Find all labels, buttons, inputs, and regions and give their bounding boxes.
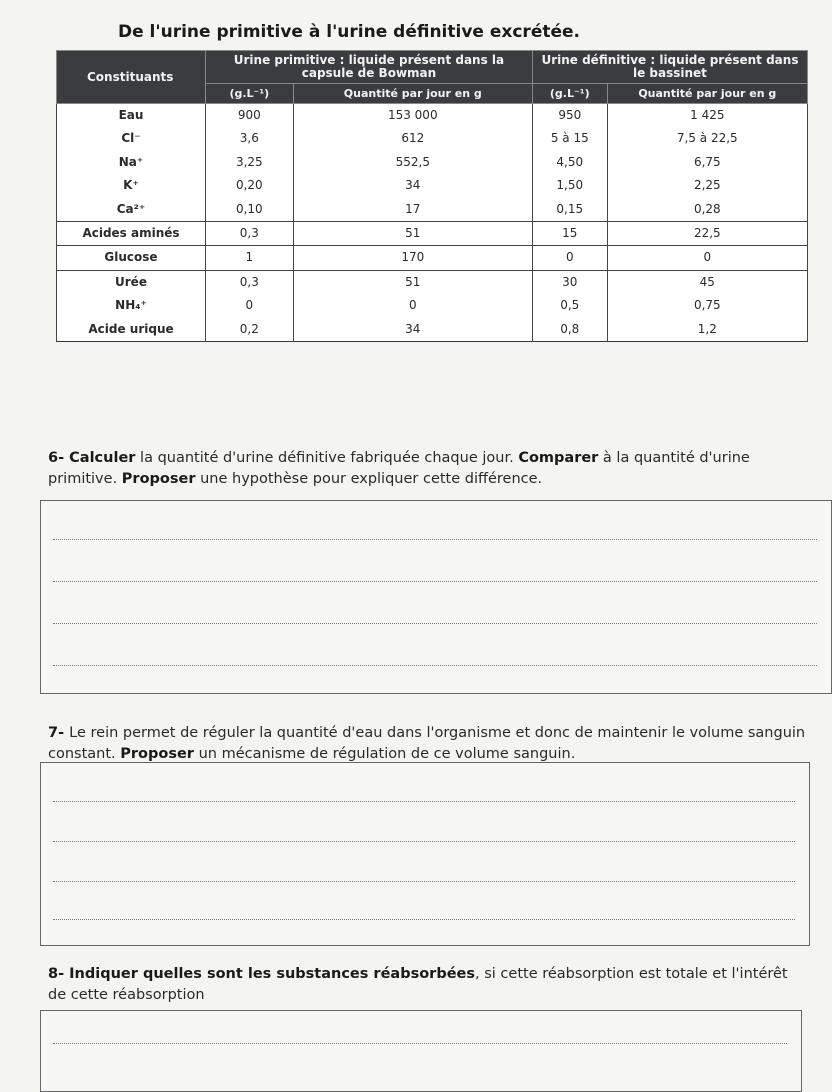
constituent-cell [57,222,206,246]
question-text: une hypothèse pour expliquer cette différence. [195,471,543,487]
cell-value: 3,25 [235,154,263,169]
value-cell [206,222,294,246]
constituent-name: Acide urique [88,321,174,336]
question-8 [48,964,788,1006]
value-cell [532,104,607,222]
cell-value: 0,28 [693,201,721,216]
question-number: 7- [48,725,70,741]
urine-table [56,50,808,342]
cell-value: 552,5 [395,154,430,169]
cell-value: 0,20 [235,178,263,193]
value-cell [532,222,607,246]
value-cell [607,104,807,222]
cell-value: 45 [699,274,715,289]
cell-value: 7,5 à 22,5 [676,131,738,146]
cell-value: 6,75 [693,154,721,169]
constituent-name: Glucose [104,250,158,265]
constituent-name: NH₄⁺ [115,298,147,313]
page-title: De l'urine primitive à l'urine définitive excrétée. [118,22,580,42]
cell-value: 1 [245,250,254,265]
cell-value: 30 [562,274,578,289]
cell-value: 153 000 [387,108,438,122]
cell-value: 3,6 [239,131,259,146]
question-text: Le rein permet de réguler la quantité d'eau dans l'organisme et donc de maintenir le volume sanguin constant. [48,725,806,762]
table-row [57,104,808,222]
cell-value: 17 [405,201,421,216]
cell-value: 900 [237,108,261,122]
value-cell [607,270,807,341]
cell-value: 34 [405,178,421,193]
value-cell [206,270,294,341]
question-text: un mécanisme de régulation de ce volume sanguin. [193,746,576,762]
table-row [57,270,808,341]
cell-value: 950 [558,108,582,122]
constituent-name: Eau [118,108,144,122]
question-text: la quantité d'urine définitive fabriquée chaque jour. [135,450,519,466]
cell-value: 0 [245,298,254,313]
cell-value: 0,2 [239,321,259,336]
constituent-name: K⁺ [123,178,139,193]
cell-value: 1 425 [690,108,725,122]
value-cell [293,270,532,341]
answer-box-6[interactable] [40,500,832,694]
question-text: Proposer [120,746,194,762]
header-def-conc: (g.L⁻¹) [532,84,607,104]
question-number: 8- [48,966,70,982]
cell-value: 2,25 [693,178,721,193]
table-row [57,246,808,270]
value-cell [532,246,607,270]
cell-value: 612 [401,131,425,146]
cell-value: 0 [565,250,574,265]
cell-value: 51 [405,226,421,241]
answer-box-7[interactable] [40,762,810,946]
value-cell [293,222,532,246]
constituent-name: Urée [115,274,147,289]
question-number: 6- [48,450,70,466]
value-cell [206,104,294,222]
cell-value: 22,5 [693,226,721,241]
cell-value: 5 à 15 [550,131,589,146]
value-cell [293,246,532,270]
cell-value: 0 [408,298,417,313]
answer-box-8[interactable] [40,1010,802,1092]
cell-value: 170 [401,250,425,265]
question-text: Calculer [69,450,136,466]
constituent-cell [57,246,206,270]
cell-value: 4,50 [556,154,584,169]
question-text: Comparer [518,450,599,466]
question-text: , si cette réabsorption est totale et l'intérêt de cette réabsorption [48,966,788,1003]
table-row [57,222,808,246]
cell-value: 34 [405,321,421,336]
cell-value: 0,5 [560,298,580,313]
question-text: à la quantité d'urine primitive. [48,450,750,487]
constituent-name: Na⁺ [118,154,144,169]
cell-value: 0 [703,250,712,265]
question-text: Proposer [121,471,196,487]
header-urine-definitive: Urine définitive : liquide présent dans le bassinet [532,51,807,84]
header-urine-primitive: Urine primitive : liquide présent dans la capsule de Bowman [206,51,533,84]
value-cell [206,246,294,270]
value-cell [607,222,807,246]
constituent-name: Ca²⁺ [116,201,146,216]
question-7 [48,723,808,765]
question-6 [48,448,788,490]
cell-value: 0,8 [560,321,580,336]
cell-value: 51 [405,274,421,289]
header-prim-conc: (g.L⁻¹) [206,84,294,104]
header-prim-qty: Quantité par jour en g [293,84,532,104]
constituent-cell [57,104,206,222]
cell-value: 0,15 [556,201,584,216]
cell-value: 1,2 [697,321,717,336]
constituent-cell [57,270,206,341]
value-cell [607,246,807,270]
cell-value: 1,50 [556,178,584,193]
cell-value: 15 [562,226,578,241]
cell-value: 0,3 [239,274,259,289]
constituent-name: Cl⁻ [121,131,141,146]
header-constituants: Constituants [57,51,206,104]
header-def-qty: Quantité par jour en g [607,84,807,104]
value-cell [532,270,607,341]
question-text: Indiquer quelles sont les substances réabsorbées [69,966,476,982]
cell-value: 0,75 [693,298,721,313]
constituent-name: Acides aminés [82,226,180,241]
cell-value: 0,3 [239,226,259,241]
cell-value: 0,10 [235,201,263,216]
value-cell [293,104,532,222]
